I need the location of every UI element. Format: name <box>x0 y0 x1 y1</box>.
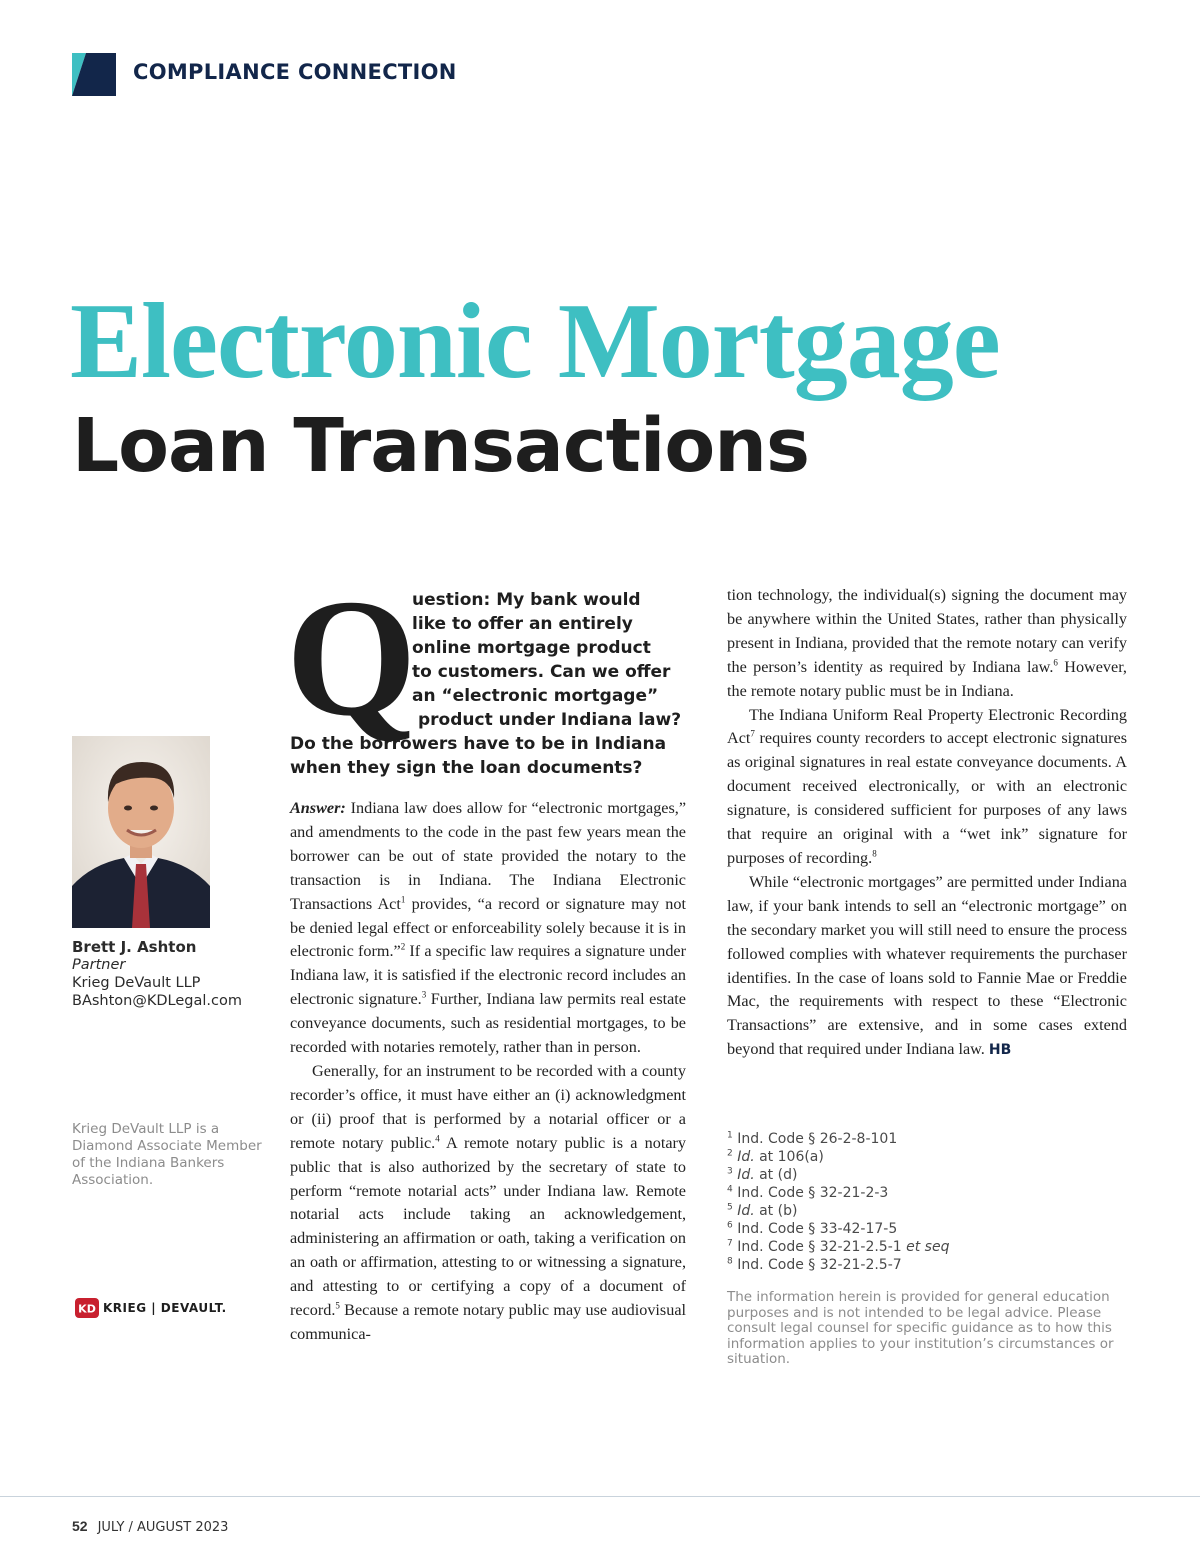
author-name: Brett J. Ashton <box>72 938 197 956</box>
footnote-text: Ind. Code § 33-42-17-5 <box>737 1221 898 1237</box>
association-note: Krieg DeVault LLP is a Diamond Associate Member of the Indiana Bankers Association. <box>72 1121 262 1188</box>
page-number: 52 <box>72 1518 88 1534</box>
answer-text: provides, “a record or signature may not be denied legal effect or enforceability solely because it is in electronic form.” <box>290 894 686 961</box>
section-mark-icon <box>72 53 116 96</box>
question-line: when they sign the loan documents? <box>290 758 643 778</box>
question-line: an “electronic mortgage” <box>412 686 659 706</box>
answer-text: Indiana law does allow for “electronic mortgages,” and amendments to the code in the past few years mean the borrower can be out of state provided the notary to the transaction is in Indiana. The Indiana Electronic Transactions Act <box>290 799 686 913</box>
dropcap: Q <box>286 565 417 751</box>
footnote-item <box>727 1130 1127 1148</box>
footnote-text: at (b) <box>754 1203 798 1219</box>
footer-rule <box>0 1496 1200 1497</box>
author-firm: Krieg DeVault LLP <box>72 975 201 991</box>
question-line: Do the borrowers have to be in Indiana <box>290 734 667 754</box>
body-text: A remote notary public is a notary public that is also authorized by the secretary of state to perform “remote notarial acts” under Indiana law. Remote notarial acts include taking an acknowledgement, administering an affirmation or oath, taking a verification on an oath or affirmation, attesting to or witnessing a signature, and attesting to or certifying a copy of a document of record. <box>290 1133 686 1320</box>
author-email[interactable]: BAshton@KDLegal.com <box>72 993 242 1009</box>
author-role: Partner <box>72 957 126 973</box>
footnote-text: at (d) <box>754 1167 798 1183</box>
question-line: product under Indiana law? <box>418 710 682 730</box>
body-text: While “electronic mortgages” are permitted under Indiana law, if your bank intends to sell an “electronic mortgage” on the secondary market you will still need to ensure the process followed complies with whatever requirements the purchaser identifies. In the case of loans sold to Fannie Mae or Freddie Mac, the requirements with respect to these “Electronic Transactions” are extensive, and in some cases extend beyond that required under Indiana law. <box>727 872 1127 1059</box>
body-paragraph <box>727 704 1127 871</box>
answer-text: If a specific law requires a signature under Indiana law, it is satisfied if the electronic record includes an electronic signature. <box>290 942 686 1009</box>
footnote-ref[interactable]: 1 <box>400 894 406 905</box>
section-label: COMPLIANCE CONNECTION <box>133 60 457 84</box>
footnote-number: 3 <box>727 1166 733 1177</box>
footnote-number: 4 <box>727 1184 733 1195</box>
footnote-number: 1 <box>727 1130 733 1141</box>
author-photo <box>72 736 210 928</box>
footnote-text: Ind. Code § 32-21-2.5-1 <box>737 1239 907 1255</box>
body-paragraph <box>727 584 1127 704</box>
footnote-item <box>727 1184 1127 1202</box>
footnote-number: 6 <box>727 1220 733 1231</box>
footnote-ref[interactable]: 3 <box>421 989 427 1000</box>
footnote-id: Id. <box>737 1167 755 1183</box>
answer-label: Answer: <box>290 799 346 817</box>
kd-logo-icon <box>75 1298 99 1318</box>
footnote-item <box>727 1202 1127 1220</box>
footnote-item <box>727 1256 1127 1274</box>
krieg-devault-logo <box>75 1298 227 1318</box>
body-text: Generally, for an instrument to be recorded with a county recorder’s office, it must have either an (i) acknowledgment or (ii) proof that is performed by a notarial officer or a remote notary public. <box>290 1061 686 1152</box>
body-column-middle <box>290 797 686 1347</box>
footnote-text: at 106(a) <box>754 1149 824 1165</box>
footnote-number: 5 <box>727 1202 733 1213</box>
disclaimer: The information herein is provided for general education purposes and is not intended to be legal advice. Please consult legal counsel for specific guidance as to how this information applies to your institution’s circumstances or situation. <box>727 1289 1114 1367</box>
question-block <box>286 565 690 780</box>
title-line-2: Loan Transactions <box>72 403 809 489</box>
footnote-number: 2 <box>727 1148 733 1159</box>
body-paragraph <box>727 871 1127 1063</box>
footnote-id: Id. <box>737 1203 755 1219</box>
body-text: The Indiana Uniform Real Property Electronic Recording Act <box>727 705 1127 748</box>
footnote-item <box>727 1166 1127 1184</box>
footnote-item <box>727 1238 1127 1256</box>
footnote-ref[interactable]: 6 <box>1053 657 1058 668</box>
end-mark: HB <box>988 1042 1012 1059</box>
footnote-id: Id. <box>737 1149 755 1165</box>
footnote-text: Ind. Code § 32-21-2.5-7 <box>737 1257 902 1273</box>
author-info <box>72 938 272 1010</box>
footnote-ref[interactable]: 5 <box>335 1300 340 1311</box>
body-column-right <box>727 584 1127 1063</box>
footnote-number: 7 <box>727 1238 733 1249</box>
question-line: to customers. Can we offer <box>412 662 671 682</box>
footnotes <box>727 1130 1127 1274</box>
body-paragraph <box>290 1060 686 1347</box>
footnote-text: Ind. Code § 26-2-8-101 <box>737 1131 898 1147</box>
footnote-item <box>727 1148 1127 1166</box>
footnote-ref[interactable]: 4 <box>435 1133 440 1144</box>
body-text: requires county recorders to accept electronic signatures as original signatures in real estate conveyance documents. A document received electronically, or with an electronic signature, is considered sufficient for purposes of any laws that require an original with a “wet ink” signature for purposes of recording. <box>727 729 1127 867</box>
footnote-ref[interactable]: 8 <box>872 848 877 859</box>
question-line: like to offer an entirely <box>412 614 633 634</box>
body-text: However, the remote notary public must be in Indiana. <box>727 657 1127 700</box>
body-text: tion technology, the individual(s) signing the document may be anywhere within the United States, rather than physically present in Indiana, provided that the remote notary can verify the person’s identity as required by Indiana law. <box>727 586 1127 676</box>
question-line: uestion: My bank would <box>412 590 641 610</box>
issue-date: JULY / AUGUST 2023 <box>97 1520 229 1535</box>
footnote-tail: et seq <box>906 1239 950 1255</box>
body-text: Because a remote notary public may use audiovisual communica- <box>290 1301 686 1343</box>
footnote-ref[interactable]: 2 <box>400 942 406 953</box>
title-line-1: Electronic Mortgage <box>70 282 1000 401</box>
footnote-ref[interactable]: 7 <box>750 729 755 740</box>
footnote-number: 8 <box>727 1256 733 1267</box>
kd-logo-text: KRIEG | DEVAULT. <box>103 1301 227 1315</box>
footnote-item <box>727 1220 1127 1238</box>
page-footer <box>72 1518 228 1535</box>
svg-text:KD: KD <box>78 1302 96 1316</box>
question-line: online mortgage product <box>412 638 651 658</box>
footnote-text: Ind. Code § 32-21-2-3 <box>737 1185 889 1201</box>
answer-text: Further, Indiana law permits real estate conveyance documents, such as residential mortgages, to be recorded with notaries remotely, rather than in person. <box>290 990 686 1057</box>
answer-paragraph <box>290 797 686 1060</box>
